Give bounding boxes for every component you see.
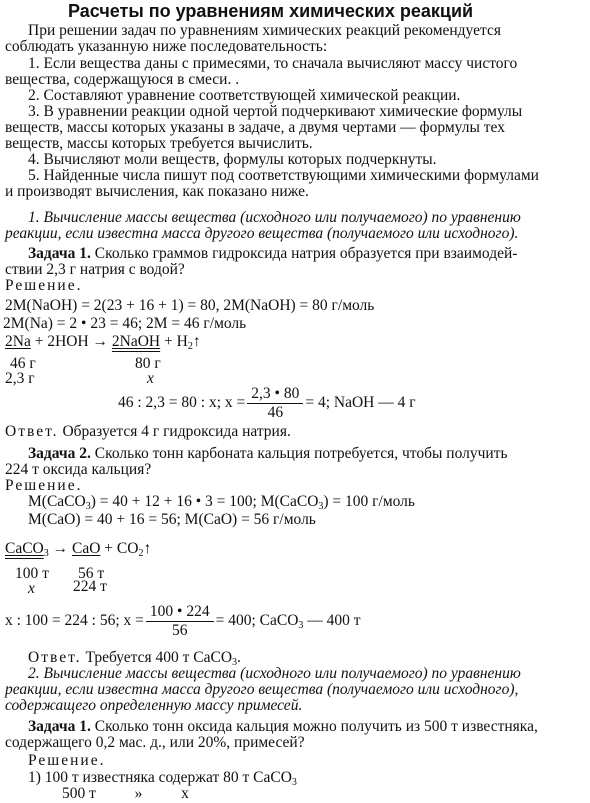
intro-line: 1. Если вещества даны с примесями, то сначала вычисляют массу чистого	[28, 55, 518, 72]
section-heading: 2. Вычисление массы вещества (исходного или получаемого) по уравнению	[28, 665, 521, 682]
page-title: Расчеты по уравнениям химических реакций	[68, 1, 474, 21]
reaction-equation: CaCO$_3$ → CaO + $CO_2↑$	[5, 540, 152, 559]
intro-line: вещества, содержащуюся в смеси. .	[5, 71, 240, 88]
formula-line: 2M(Na) = 2 • 23 = 46; 2M = 46 г/моль	[3, 315, 247, 332]
task-statement: 224 т оксида кальция?	[5, 461, 152, 478]
intro-line: 5. Найденные числа пишут под соответствующими химическими формулами	[28, 167, 539, 184]
unknown-label: x	[28, 580, 35, 597]
section-heading: реакции, если известна масса другого вещества (получаемого или исходного),	[5, 681, 519, 698]
arrow-right-icon: →	[52, 540, 69, 557]
intro-line: и производят вычисления, как показано ниже.	[5, 183, 309, 200]
solution-label: Решение.	[5, 477, 83, 494]
task-statement: ствии 2,3 г натрия с водой?	[5, 261, 185, 278]
intro-line: При решении задач по уравнениям химических реакций рекомендуется	[28, 22, 501, 39]
intro-line: веществ, массы которых указаны в задаче, а двумя чертами — формулы тех	[5, 119, 505, 136]
intro-line: 4. Вычисляют моли веществ, формулы которых подчеркнуты.	[28, 151, 437, 168]
mass-label: 46 г	[10, 355, 36, 372]
section-heading: реакции, если известна масса другого вещества (получаемого или исходного).	[5, 225, 519, 242]
section-heading: содержащего определенную массу примесей.	[5, 697, 303, 714]
section-heading: 1. Вычисление массы вещества (исходного или получаемого) по уравнению	[28, 209, 521, 226]
answer-line: Ответ. Образуется 4 г гидроксида натрия.	[5, 423, 291, 440]
task-statement: Задача 1. Сколько тонн оксида кальция можно получить из 500 т известняка,	[28, 718, 538, 735]
mass-label: 56 т	[78, 565, 105, 582]
calculation: x : 100 = 224 : 56; x = $\frac{100 • 224}{56}$ = 400; CaCO$_3$ — 400 т	[5, 603, 361, 639]
mass-label: 224 т	[73, 578, 107, 595]
intro-line: веществ, массы которых требуется вычислить.	[5, 135, 313, 152]
formula-line: M(CaO) = 40 + 16 = 56; M(CaO) = 56 г/моль	[28, 511, 316, 528]
calculation: 46 : 2,3 = 80 : x; x = $\frac{2,3 • 80}{46}$ = 4; NaOH — 4 г	[118, 385, 416, 421]
formula-line: M(CaCO$_3$) = 40 + 12 + 16 • 3 = 100; M(CaCO$_3$) = 100 г/моль	[28, 493, 415, 512]
reaction-equation: 2Na + 2HOH → 2NaOH + $H_2↑$	[5, 333, 201, 352]
intro-line: соблюдать указанную ниже последовательность:	[5, 38, 328, 55]
mass-label: 100 т	[15, 565, 49, 582]
task-statement: содержащего 0,2 мас. д., или 20%, примесей?	[5, 734, 305, 751]
arrow-right-icon: →	[92, 333, 109, 350]
intro-line: 3. В уравнении реакции одной чертой подчеркивают химические формулы	[28, 103, 523, 120]
intro-line: 2. Составляют уравнение соответствующей химической реакции.	[28, 87, 461, 104]
unknown-label: x	[147, 370, 154, 387]
task-statement: Задача 2. Сколько тонн карбоната кальция потребуется, чтобы получить	[28, 445, 508, 462]
mass-label: 80 г	[135, 355, 161, 372]
task-label: Задача 1.	[28, 245, 91, 262]
solution-step: 1) 100 т известняка содержат 80 т CaCO$_3$	[28, 769, 297, 788]
arrow-up-icon: ↑	[192, 333, 201, 350]
task-label: Задача 2.	[28, 445, 91, 462]
arrow-up-icon: ↑	[143, 540, 152, 557]
task-statement: Задача 1. Сколько граммов гидроксида натрия образуется при взаимодей-	[28, 245, 518, 262]
answer-line: Ответ. Требуется 400 т CaCO$_3$.	[28, 649, 241, 668]
solution-label: Решение.	[5, 277, 83, 294]
solution-label: Решение.	[28, 752, 106, 769]
task-label: Задача 1.	[28, 718, 91, 735]
solution-step: 500 т » x	[62, 785, 189, 802]
formula-line: 2M(NaOH) = 2(23 + 16 + 1) = 80, 2M(NaOH) = 80 г/моль	[5, 297, 375, 314]
mass-label: 2,3 г	[5, 370, 35, 387]
